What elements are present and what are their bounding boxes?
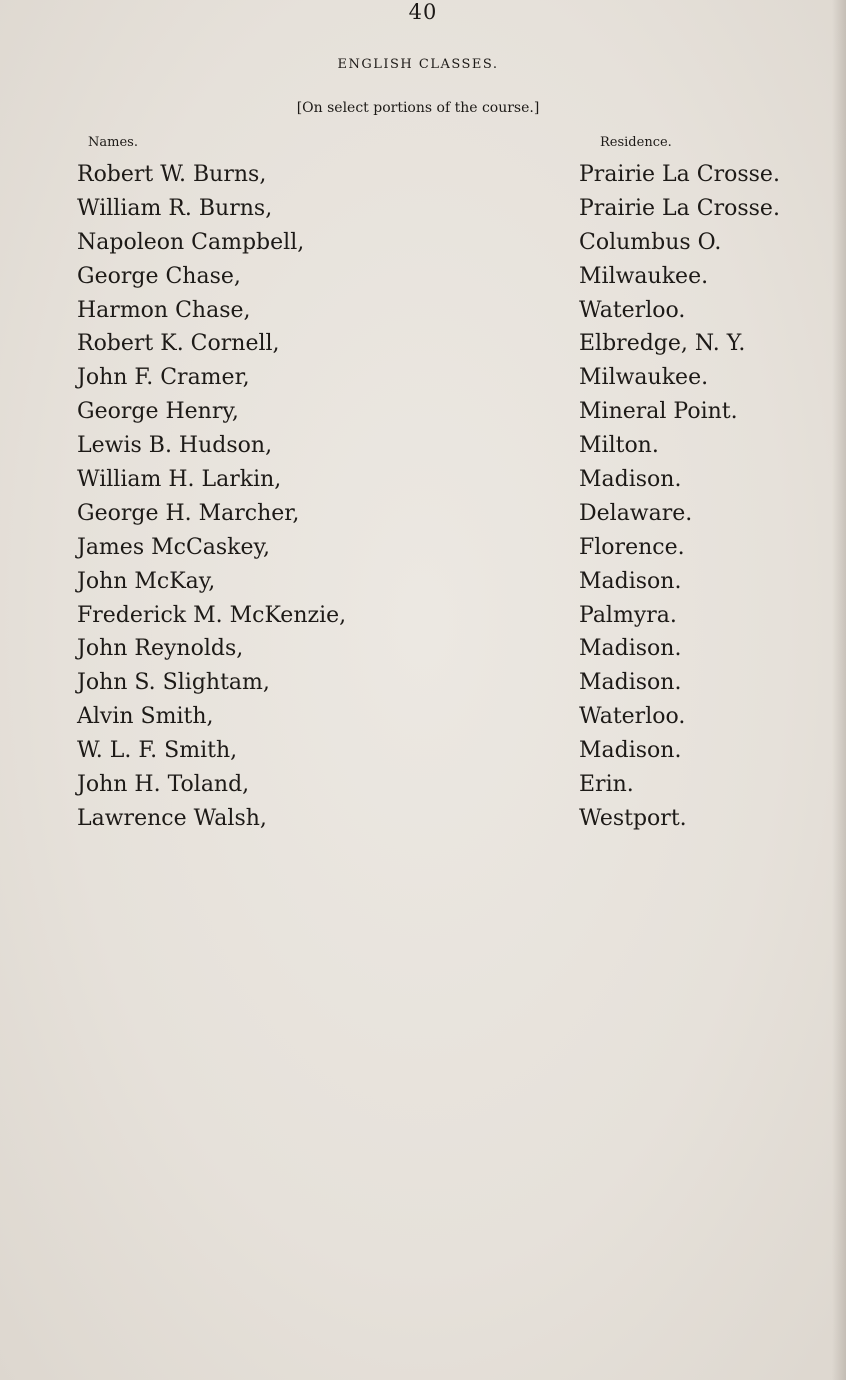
student-residence: Westport.: [579, 805, 687, 831]
student-name: John S. Slightam,: [77, 670, 270, 696]
student-row: [0, 666, 846, 700]
student-row: [0, 361, 846, 395]
student-row: [0, 260, 846, 294]
student-name: George Chase,: [77, 263, 241, 289]
student-row: [0, 327, 846, 361]
student-name: W. L. F. Smith,: [77, 738, 238, 764]
student-row: [0, 768, 846, 802]
student-residence: Milwaukee.: [579, 365, 709, 391]
student-name: Lewis B. Hudson,: [77, 433, 273, 459]
student-row: [0, 599, 846, 633]
student-residence: Madison.: [579, 670, 682, 696]
student-name: James McCaskey,: [77, 534, 271, 560]
student-row: [0, 734, 846, 768]
student-row: [0, 802, 846, 836]
student-name: Harmon Chase,: [77, 297, 251, 323]
student-name: William R. Burns,: [77, 195, 273, 221]
student-residence: Milton.: [579, 433, 659, 459]
student-name: Frederick M. McKenzie,: [77, 602, 347, 628]
student-residence: Florence.: [579, 534, 685, 560]
student-name: John H. Toland,: [77, 772, 250, 798]
student-row: [0, 226, 846, 260]
student-row: [0, 395, 846, 429]
section-title: ENGLISH CLASSES.: [337, 57, 499, 72]
student-residence: Mineral Point.: [579, 399, 738, 425]
student-row: [0, 294, 846, 328]
student-row: [0, 497, 846, 531]
student-residence: Prairie La Crosse.: [579, 195, 780, 221]
section-subtitle: [On select portions of the course.]: [296, 100, 540, 116]
student-residence: Madison.: [579, 738, 682, 764]
student-name: Robert K. Cornell,: [77, 331, 280, 357]
student-list: [0, 158, 846, 836]
student-residence: Madison.: [579, 568, 682, 594]
student-row: [0, 463, 846, 497]
student-row: [0, 632, 846, 666]
student-name: Alvin Smith,: [77, 704, 214, 730]
student-residence: Columbus O.: [579, 229, 722, 255]
student-name: Robert W. Burns,: [77, 162, 267, 187]
student-residence: Madison.: [579, 467, 682, 493]
student-residence: Waterloo.: [579, 704, 686, 730]
student-name: John Reynolds,: [77, 636, 244, 662]
residence-column-header: Residence.: [600, 135, 672, 150]
student-name: George Henry,: [77, 399, 239, 425]
names-column-header: Names.: [88, 135, 138, 150]
student-name: William H. Larkin,: [77, 467, 282, 493]
student-name: John F. Cramer,: [77, 365, 250, 391]
student-residence: Elbredge, N. Y.: [579, 331, 746, 357]
page-number: 40: [408, 0, 438, 24]
student-residence: Milwaukee.: [579, 263, 709, 289]
student-name: John McKay,: [77, 568, 216, 594]
student-residence: Erin.: [579, 772, 634, 798]
student-row: [0, 700, 846, 734]
student-residence: Palmyra.: [579, 602, 677, 628]
student-residence: Prairie La Crosse.: [579, 162, 780, 187]
student-residence: Madison.: [579, 636, 682, 662]
student-row: [0, 429, 846, 463]
student-residence: Delaware.: [579, 500, 693, 526]
student-name: Lawrence Walsh,: [77, 805, 267, 831]
student-row: [0, 158, 846, 192]
student-row: [0, 565, 846, 599]
student-row: [0, 531, 846, 565]
student-name: George H. Marcher,: [77, 500, 300, 526]
student-name: Napoleon Campbell,: [77, 229, 305, 255]
student-row: [0, 192, 846, 226]
student-residence: Waterloo.: [579, 297, 686, 323]
